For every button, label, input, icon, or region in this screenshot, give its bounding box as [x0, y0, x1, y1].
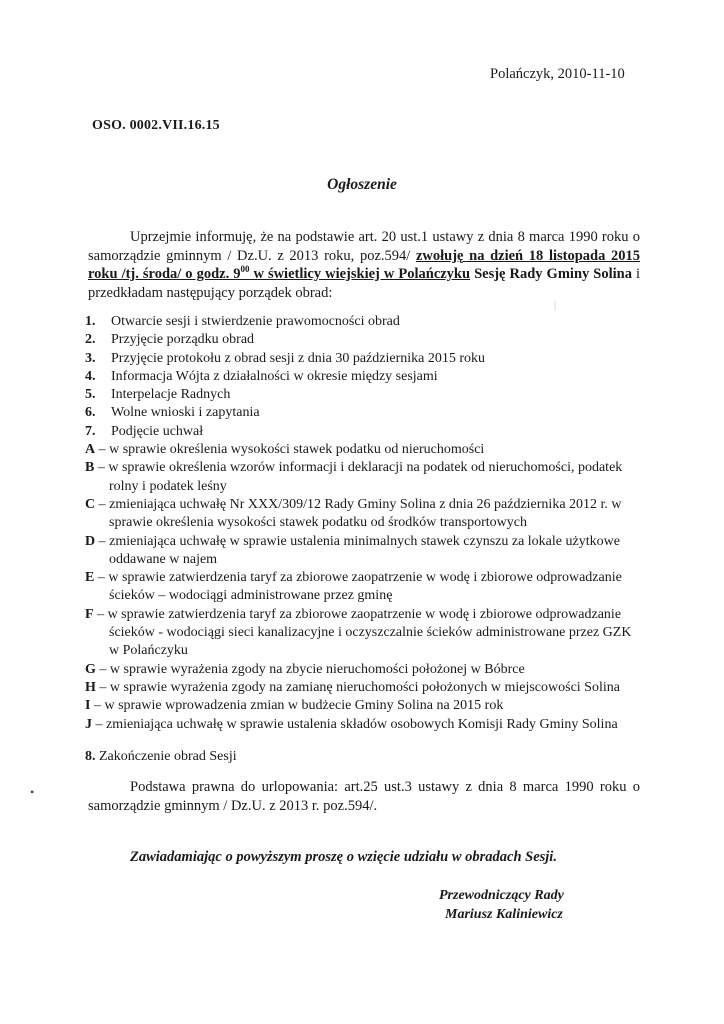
resolution-item: I – w sprawie wprowadzenia zmian w budżecie Gminy Solina na 2015 rok [85, 698, 504, 714]
agenda-item: 1. Otwarcie sesji i stwierdzenie prawomocności obrad [85, 314, 400, 329]
signature-role: Przewodniczący Rady [439, 888, 564, 903]
intro-text-end: i przedkładam następujący porządek obrad: [88, 266, 640, 301]
time-superscript: 00 [240, 264, 250, 275]
session-name: Sesję Rady Gminy Solina [470, 266, 632, 282]
invitation-text: Zawiadamiając o powyższym proszę o wzięcie udziału w obradach Sesji. [130, 849, 557, 865]
intro-paragraph [88, 228, 640, 302]
resolution-item: F – w sprawie zatwierdzenia taryf za zbiorowe zaopatrzenie w wodę i zbiorowe odprowadzanie ścieków - wodociągi sieci kanalizacyjne i oczyszczalnie ścieków administrowane przez GZK w Polańczyku [85, 606, 632, 659]
document-date: Polańczyk, 2010-11-10 [490, 66, 625, 82]
agenda-item-closing: 8. Zakończenie obrad Sesji [85, 749, 237, 764]
agenda-item: 5. Interpelacje Radnych [85, 387, 231, 403]
reference-number: OSO. 0002.VII.16.15 [92, 118, 220, 133]
signature-name: Mariusz Kaliniewicz [445, 907, 563, 922]
agenda-list [85, 313, 645, 734]
resolution-item: D – zmieniająca uchwałę w sprawie ustalenia minimalnych stawek czynszu za lokale użytkowe oddawane w najem [85, 533, 620, 567]
resolution-item: A – w sprawie określenia wysokości stawek podatku od nieruchomości [85, 442, 485, 458]
intro-text: Uprzejmie informuję, że na podstawie art. 20 ust.1 ustawy z dnia 8 marca 1990 roku o samorządzie gminnym / Dz.U. z 2013 roku, poz.594/ [88, 229, 640, 264]
intro-convening: zwołuję na dzień 18 listopada 2015 roku /tj. środa/ o godz. $9^{00}$ w świetlicy wiejskiej w Polańczyku [88, 247, 641, 282]
agenda-item: 7. Podjęcie uchwał [85, 423, 204, 439]
resolution-item: G – w sprawie wyrażenia zgody na zbycie nieruchomości położonej w Bóbrce [85, 661, 525, 677]
document-title: Ogłoszenie [327, 176, 397, 193]
resolution-item: B – w sprawie określenia wzorów informacji i deklaracji na podatek od nieruchomości, podatek rolny i podatek leśny [85, 460, 623, 494]
agenda-item: 6. Wolne wnioski i zapytania [85, 405, 260, 421]
resolution-item: C – zmieniająca uchwałę Nr XXX/309/12 Rady Gminy Solina z dnia 26 października 2012 r. w sprawie określenia wysokości stawek podatku od środków transportowych [85, 496, 622, 531]
agenda-item: 4. Informacja Wójta z działalności w okresie między sesjami [85, 368, 438, 384]
agenda-item: 2. Przyjęcie porządku obrad [85, 332, 255, 348]
legal-basis: Podstawa prawna do urlopowania: art.25 ust.3 ustawy z dnia 8 marca 1990 roku o samorządzie gminnym / Dz.U. z 2013 r. poz.594/. [88, 779, 640, 814]
scan-mark: | [554, 300, 557, 311]
agenda-item: 3. Przyjęcie protokołu z obrad sesji z dnia 30 października 2015 roku [85, 350, 485, 366]
resolution-item: E – w sprawie zatwierdzenia taryf za zbiorowe zaopatrzenie w wodę i zbiorowe odprowadzanie ścieków – wodociągi administrowane przez gminę [85, 570, 622, 604]
resolution-item: J – zmieniająca uchwałę w sprawie ustalenia składów osobowych Komisji Rady Gminy Solina [85, 716, 618, 732]
scan-dot: • [30, 785, 35, 799]
resolution-item: H – w sprawie wyrażenia zgody na zamianę nieruchomości położonych w miejscowości Solina [85, 679, 620, 695]
